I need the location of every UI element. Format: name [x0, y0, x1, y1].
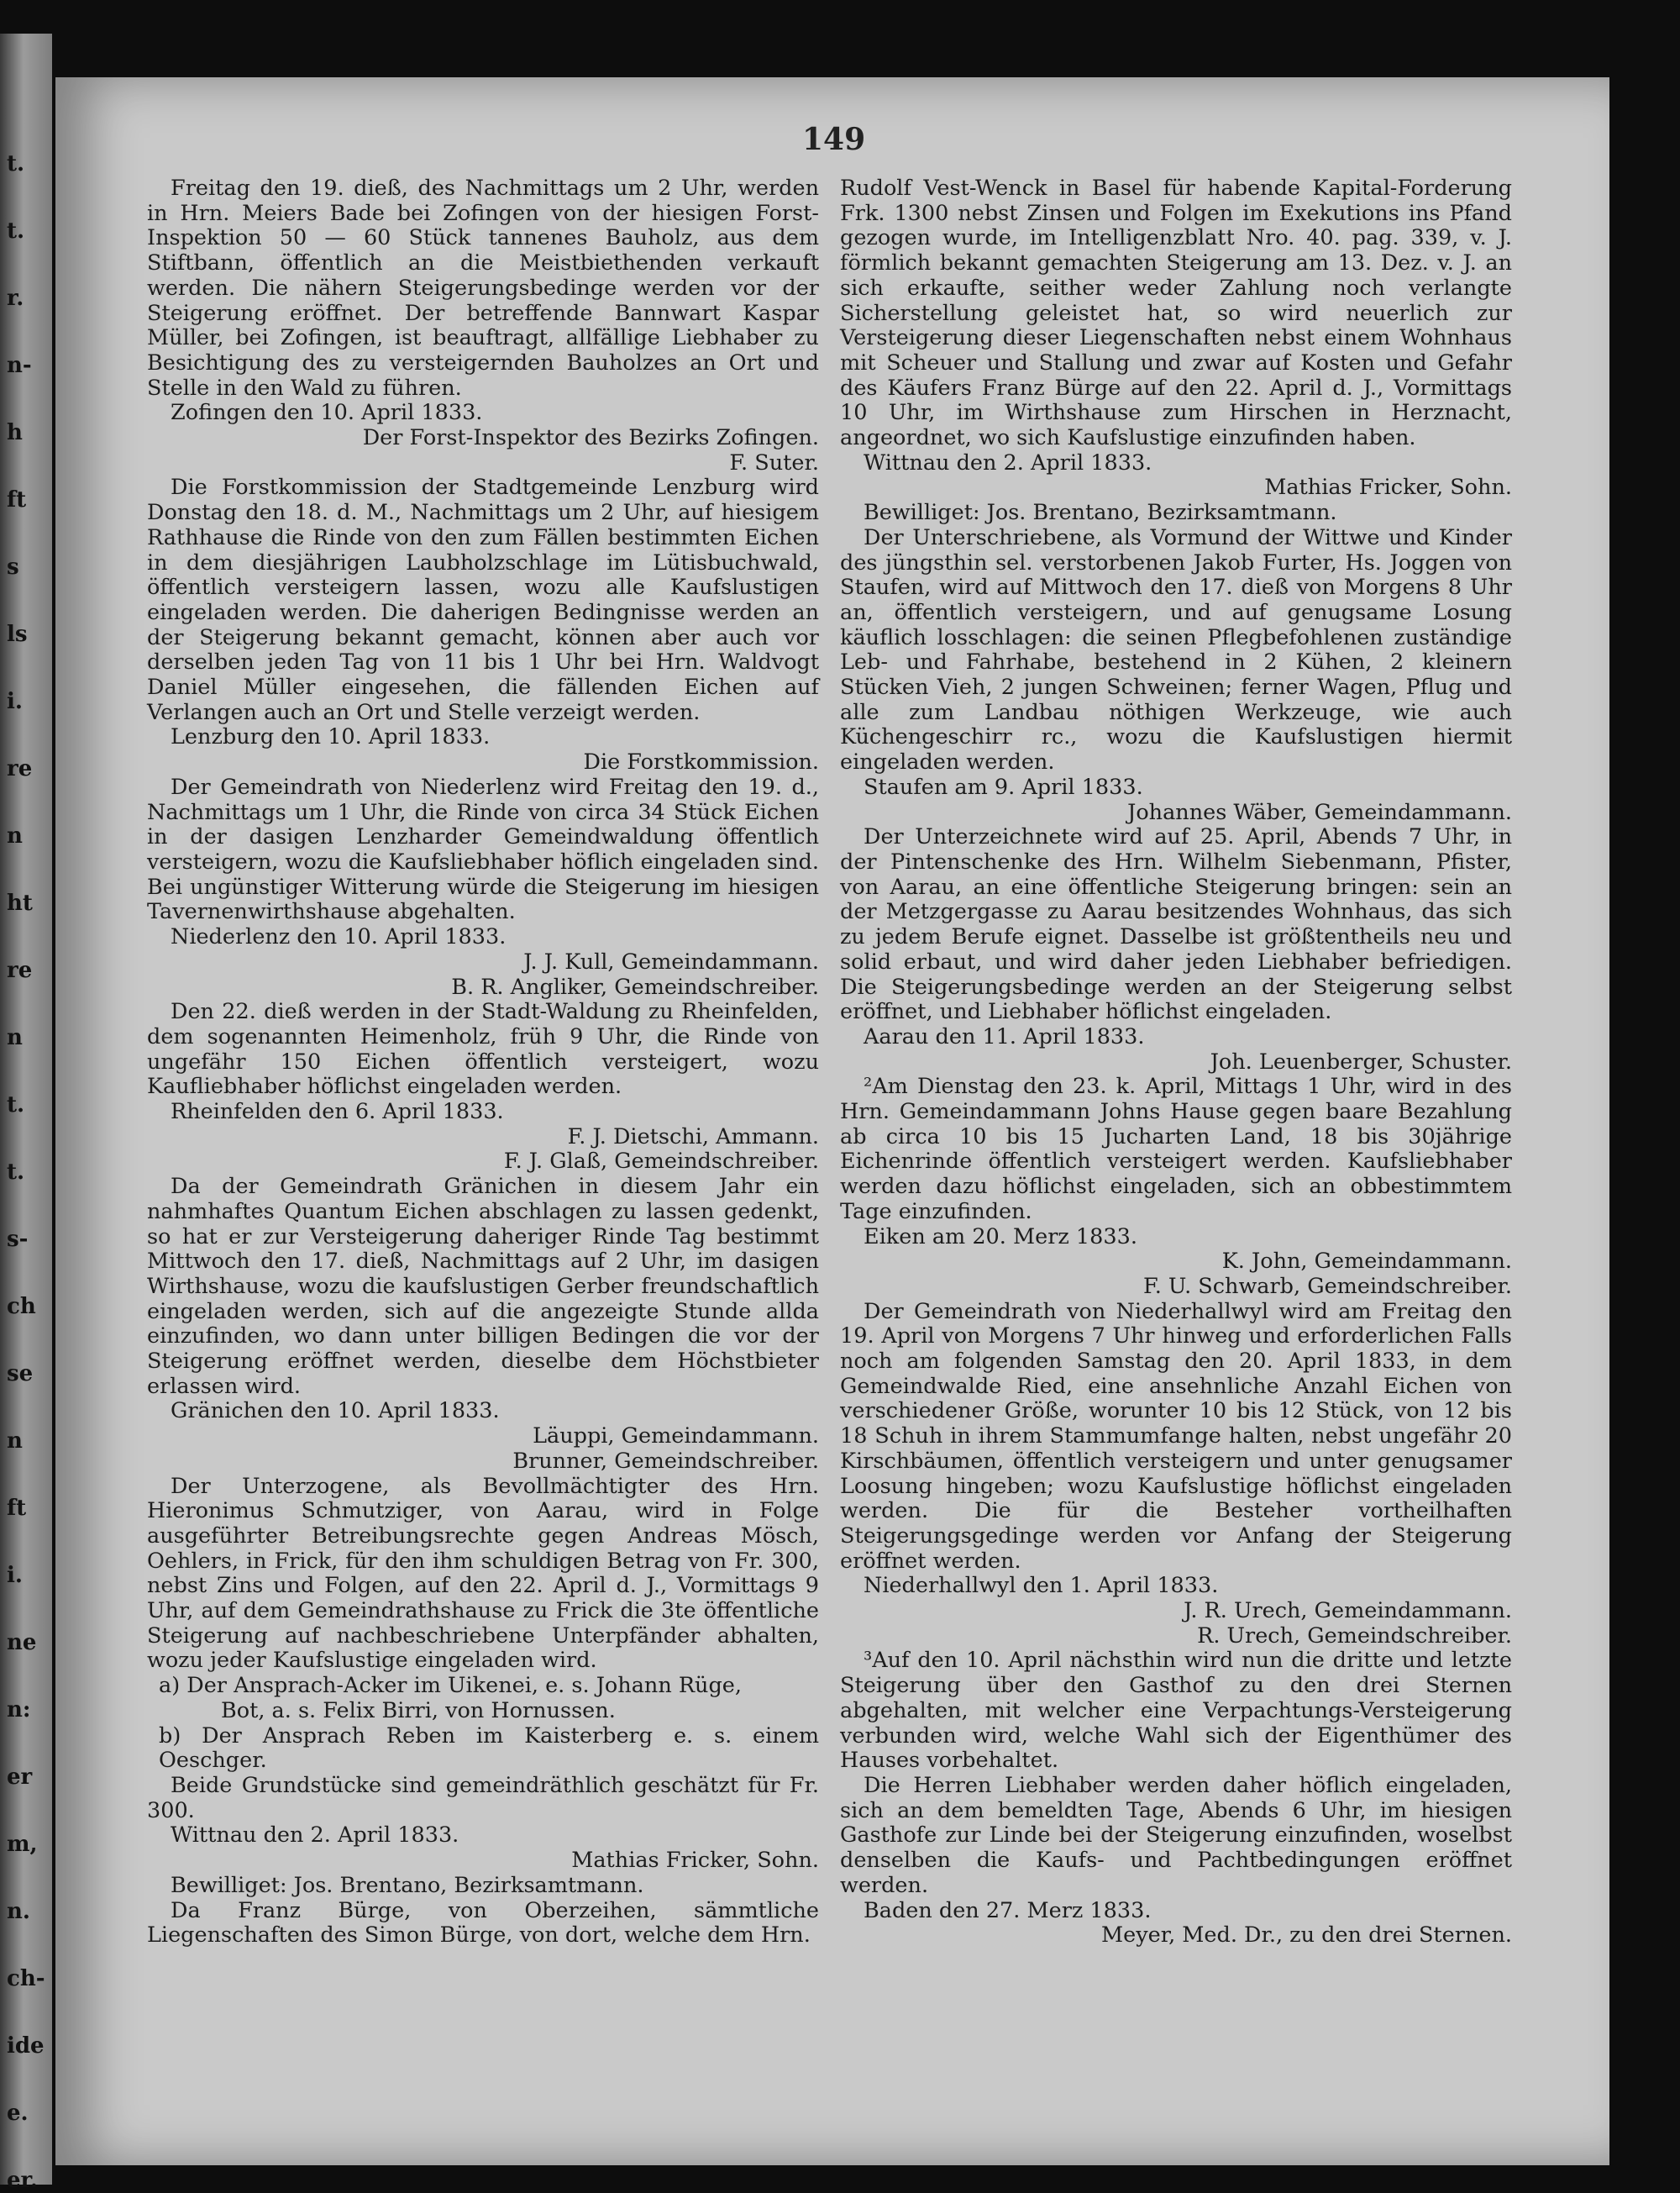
page-number: 149 — [802, 122, 866, 157]
notice-paragraph: ³Auf den 10. April nächsthin wird nun die dritte und letzte Steigerung über den Gasthof zu den drei Sternen abgehalten, mit welcher eine Verpachtungs-Versteigerung verbunden wird, welche Wahl sich der Eigenthümer des Hauses vorbehaltet. — [840, 1648, 1512, 1774]
notice-paragraph: ²Am Dienstag den 23. k. April, Mittags 1 Uhr, wird in des Hrn. Gemeindammann Johns Hause gegen baare Bezahlung ab circa 10 bis 15 Jucharten Land, 18 bis 30jährige Eichenrinde öffentlich versteigert werden. Kaufsliebhaber werden dazu höflichst eingeladen, sich an obbestimmtem Tage einzufinden. — [840, 1074, 1512, 1224]
adjacent-page-fragment: t. — [7, 151, 25, 176]
approval-line: Bewilliget: Jos. Brentano, Bezirksamtmann. — [864, 500, 1337, 526]
adjacent-page-fragment: n- — [7, 353, 32, 378]
adjacent-page-fragment: i. — [7, 1563, 23, 1588]
place-date-line: Zofingen den 10. April 1833. — [171, 400, 483, 426]
adjacent-page-fragment: i. — [7, 689, 23, 714]
signature-line: F. J. Dietschi, Ammann. — [567, 1123, 819, 1149]
adjacent-page-fragment: h — [7, 420, 23, 445]
adjacent-page-fragment: er — [7, 1764, 33, 1790]
adjacent-page-fragment: n — [7, 1428, 23, 1454]
place-date-line: Niederhallwyl den 1. April 1833. — [864, 1573, 1219, 1599]
adjacent-page-fragment: ft — [7, 487, 27, 513]
adjacent-page-fragment: ht — [7, 891, 33, 916]
place-date-line: Beide Grundstücke sind gemeindräthlich geschätzt für Fr. 300. — [147, 1773, 819, 1823]
signature-line: R. Urech, Gemeindschreiber. — [1197, 1622, 1512, 1649]
adjacent-page-fragment: m, — [7, 1832, 38, 1857]
place-date-line: Rheinfelden den 6. April 1833. — [171, 1099, 504, 1125]
signature-line: Mathias Fricker, Sohn. — [571, 1848, 819, 1874]
right-column — [840, 176, 1512, 1948]
place-date-line: Lenzburg den 10. April 1833. — [171, 724, 491, 750]
signature-line: Der Forst-Inspektor des Bezirks Zofingen. — [362, 425, 819, 451]
place-date-line: Aarau den 11. April 1833. — [864, 1023, 1145, 1049]
notice-paragraph: Da der Gemeindrath Gränichen in diesem Jahr ein nahmhaftes Quantum Eichen abschlagen zu lassen gedenkt, so hat er zur Versteigerung daheriger Rinde Tag bestimmt Mittwoch den 17. dieß, Nachmittags auf 2 Uhr, im dasigen Wirthshause, wozu die kaufslustigen Gerber freundschaftlich eingeladen werden, sich auf die angezeigte Stunde allda einzufinden, wo dann unter billigen Bedingen die vor der Steigerung eröffnet werden, dieselbe dem Höchstbieter erlassen wird. — [147, 1174, 819, 1399]
signature-line: Joh. Leuenberger, Schuster. — [1210, 1049, 1512, 1075]
adjacent-page-fragment: r. — [7, 286, 24, 311]
signature-line: K. John, Gemeindammann. — [1221, 1249, 1512, 1275]
place-date-line: Wittnau den 2. April 1833. — [864, 450, 1152, 476]
adjacent-page-fragment: n: — [7, 1697, 31, 1722]
notice-paragraph: Die Herren Liebhaber werden daher höflich eingeladen, sich an dem bemeldten Tage, Abends 6 Uhr, im hiesigen Gasthofe zur Linde bei der Steigerung einzufinden, woselbst denselben die Kaufs- und Pachtbedingungen eröffnet werden. — [840, 1773, 1512, 1898]
adjacent-page-fragment: ide — [7, 2033, 45, 2059]
notice-paragraph: Da Franz Bürge, von Oberzeihen, sämmtliche Liegenschaften des Simon Bürge, von dort, welche dem Hrn. — [147, 1897, 819, 1948]
place-date-line: Baden den 27. Merz 1833. — [864, 1897, 1152, 1923]
adjacent-page-fragment: er. — [7, 2168, 38, 2193]
adjacent-page-fragment: n — [7, 823, 23, 849]
notice-paragraph: Der Unterschriebene, als Vormund der Wittwe und Kinder des jüngsthin sel. verstorbenen Jakob Furter, Hs. Joggen von Staufen, wird auf Mittwoch den 17. dieß von Morgens 8 Uhr an, öffentlich versteigern, und auf genugsame Losung käuflich losschlagen: die seinen Pflegbefohlenen zuständige Leb- und Fahrhabe, bestehend in 2 Kühen, 2 kleinern Stücken Vieh, 2 jungen Schweinen; ferner Wagen, Pflug und alle zum Landbau nöthigen Werkzeuge, wie auch Küchengeschirr rc., wozu die Kaufslustigen hiermit eingeladen werden. — [840, 524, 1512, 776]
adjacent-page-fragment: n — [7, 1025, 23, 1050]
notice-paragraph-continued: Rudolf Vest-Wenck in Basel für habende Kapital-Forderung Frk. 1300 nebst Zinsen und Folgen im Exekutions ins Pfand gezogen wurde, im Intelligenzblatt Nro. 40. pag. 339, v. J. förmlich bekannt gemachten Steigerung am 13. Dez. v. J. an sich erkaufte, seither weder Zahlung noch verlangte Sicherstellung geleistet hat, so wird neuerlich zur Versteigerung dieser Liegenschaften nebst einem Wohnhaus mit Scheuer und Stallung und zwar auf Kosten und Gefahr des Käufers Franz Bürge auf den 22. April d. J., Vormittags 10 Uhr, im Wirthshause zum Hirschen in Herznacht, angeordnet, wo sich Kaufslustige einzufinden haben. — [840, 176, 1512, 451]
adjacent-page-fragment: ne — [7, 1630, 37, 1655]
place-date-line: Staufen am 9. April 1833. — [864, 774, 1143, 800]
place-date-line: Eiken am 20. Merz 1833. — [864, 1223, 1137, 1249]
list-item: b) Der Ansprach Reben im Kaisterberg e. s. einem Oeschger. — [159, 1722, 819, 1774]
notice-paragraph: Der Unterzeichnete wird auf 25. April, Abends 7 Uhr, in der Pintenschenke des Hrn. Wilhelm Siebenmann, Pfister, von Aarau, an eine öffentliche Steigerung bringen: sein an der Metzgergasse zu Aarau besitzendes Wohnhaus, das sich zu jedem Berufe eignet. Dasselbe ist größtentheils neu und solid erbaut, und wird daher jeden Liebhaber befriedigen. Die Steigerungsbedinge werden an der Steigerung selbst eröffnet, und Liebhaber höflichst eingeladen. — [840, 824, 1512, 1025]
signature-line: B. R. Angliker, Gemeindschreiber. — [451, 974, 819, 1000]
signature-line: F. U. Schwarb, Gemeindschreiber. — [1143, 1273, 1512, 1299]
signature-line: Mathias Fricker, Sohn. — [1264, 475, 1512, 501]
adjacent-page-fragment: e. — [7, 2101, 29, 2126]
adjacent-page-fragment: t. — [7, 218, 25, 244]
notice-paragraph: Der Gemeindrath von Niederhallwyl wird am Freitag den 19. April von Morgens 7 Uhr hinweg und erforderlichen Falls noch am folgenden Samstag den 20. April 1833, in dem Gemeindwalde Ried, eine ansehnliche Anzahl Eichen von verschiedener Größe, worunter 10 bis 12 Stück, von 12 bis 18 Schuh in ihrem Stammumfange halten, nebst ungefähr 20 Kirschbäumen, öffentlich versteigern und unter genugsamer Loosung hingeben; wozu Kaufslustige höflichst eingeladen werden. Die für die Besteher vortheilhaften Steigerungsgedinge werden vor Anfang der Steigerung eröffnet werden. — [840, 1298, 1512, 1574]
signature-line: Brunner, Gemeindschreiber. — [512, 1448, 819, 1474]
notice-paragraph: Der Unterzogene, als Bevollmächtigter des Hrn. Hieronimus Schmutziger, von Aarau, wird in Folge ausgeführter Betreibungsrechte gegen Andreas Mösch, Oehlers, in Frick, für den ihm schuldigen Betrag von Fr. 300, nebst Zins und Folgen, auf den 22. April d. J., Vormittags 9 Uhr, auf dem Gemeindrathshause zu Frick die 3te öffentliche Steigerung auf nachbeschriebene Unterpfänder abhalten, wozu jeder Kaufslustige eingeladen wird. — [147, 1473, 819, 1674]
adjacent-page-fragment: n. — [7, 1899, 30, 1924]
list-item: a) Der Ansprach-Acker im Uikenei, e. s. Johann Rüge, — [159, 1673, 742, 1699]
adjacent-page-fragment: se — [7, 1361, 34, 1386]
adjacent-page-fragment: s — [7, 555, 19, 580]
adjacent-page-fragment: s- — [7, 1227, 29, 1252]
approval-line: Bewilliget: Jos. Brentano, Bezirksamtmann. — [171, 1872, 644, 1898]
signature-line: F. J. Glaß, Gemeindschreiber. — [503, 1149, 819, 1175]
place-date-line: Niederlenz den 10. April 1833. — [171, 924, 507, 950]
adjacent-page-edge — [0, 34, 52, 2193]
adjacent-page-fragment: re — [7, 958, 33, 983]
adjacent-page-fragment: ft — [7, 1496, 27, 1521]
left-column — [147, 176, 819, 1948]
adjacent-page-fragment: ch — [7, 1294, 36, 1319]
adjacent-page-fragment: ch- — [7, 1966, 45, 1991]
notice-paragraph: Den 22. dieß werden in der Stadt-Waldung zu Rheinfelden, dem sogenannten Heimenholz, früh 9 Uhr, die Rinde von ungefähr 150 Eichen öffentlich versteigert, wozu Kaufliebhaber höflichst eingeladen werden. — [147, 999, 819, 1100]
adjacent-page-fragment: t. — [7, 1160, 25, 1185]
signature-line: Johannes Wäber, Gemeindammann. — [1127, 799, 1512, 825]
adjacent-page-fragment: t. — [7, 1092, 25, 1118]
signature-line: F. Suter. — [729, 450, 819, 476]
list-item-continuation: Bot, a. s. Felix Birri, von Hornussen. — [221, 1697, 616, 1723]
signature-line: Die Forstkommission. — [583, 749, 819, 776]
signature-line: Meyer, Med. Dr., zu den drei Sternen. — [1101, 1922, 1512, 1948]
signature-line: J. J. Kull, Gemeindammann. — [523, 949, 819, 975]
signature-line: Läuppi, Gemeindammann. — [533, 1423, 819, 1449]
signature-line: J. R. Urech, Gemeindammann. — [1184, 1598, 1512, 1624]
adjacent-page-fragment: ls — [7, 622, 28, 647]
notice-paragraph: Freitag den 19. dieß, des Nachmittags um 2 Uhr, werden in Hrn. Meiers Bade bei Zofingen von der hiesigen Forst-Inspektion 50 — 60 Stück tannenes Bauholz, aus dem Stiftbann, öffentlich an die Meistbiethenden verkauft werden. Die nähern Steigerungsbedinge werden vor der Steigerung eröffnet. Der betreffende Bannwart Kaspar Müller, bei Zofingen, ist beauftragt, allfällige Liebhaber zu Besichtigung des zu versteigernden Bauholzes an Ort und Stelle in den Wald zu führen. — [147, 176, 819, 401]
place-date-line: Wittnau den 2. April 1833. — [171, 1822, 459, 1849]
place-date-line: Gränichen den 10. April 1833. — [171, 1398, 500, 1424]
adjacent-page-fragment: re — [7, 756, 33, 781]
notice-paragraph: Die Forstkommission der Stadtgemeinde Lenzburg wird Donstag den 18. d. M., Nachmittags um 2 Uhr, auf hiesigem Rathhause die Rinde von den zum Fällen bestimmten Eichen in dem diesjährigen Laubholzschlage im Lütisbuchwald, öffentlich versteigern lassen, wozu alle Kaufslustigen eingeladen werden. Die daherigen Bedingnisse werden an der Steigerung bekannt gemacht, können aber auch vor derselben jeden Tag von 11 bis 1 Uhr bei Hrn. Waldvogt Daniel Müller eingesehen, die fällenden Eichen auf Verlangen auch an Ort und Stelle verzeigt werden. — [147, 475, 819, 725]
notice-paragraph: Der Gemeindrath von Niederlenz wird Freitag den 19. d., Nachmittags um 1 Uhr, die Rinde von circa 34 Stück Eichen in der dasigen Lenzharder Gemeindwaldung öffentlich versteigern, wozu die Kaufsliebhaber höflich eingeladen sind. Bei ungünstiger Witterung würde die Steigerung im hiesigen Tavernenwirthshause abgehalten. — [147, 774, 819, 925]
